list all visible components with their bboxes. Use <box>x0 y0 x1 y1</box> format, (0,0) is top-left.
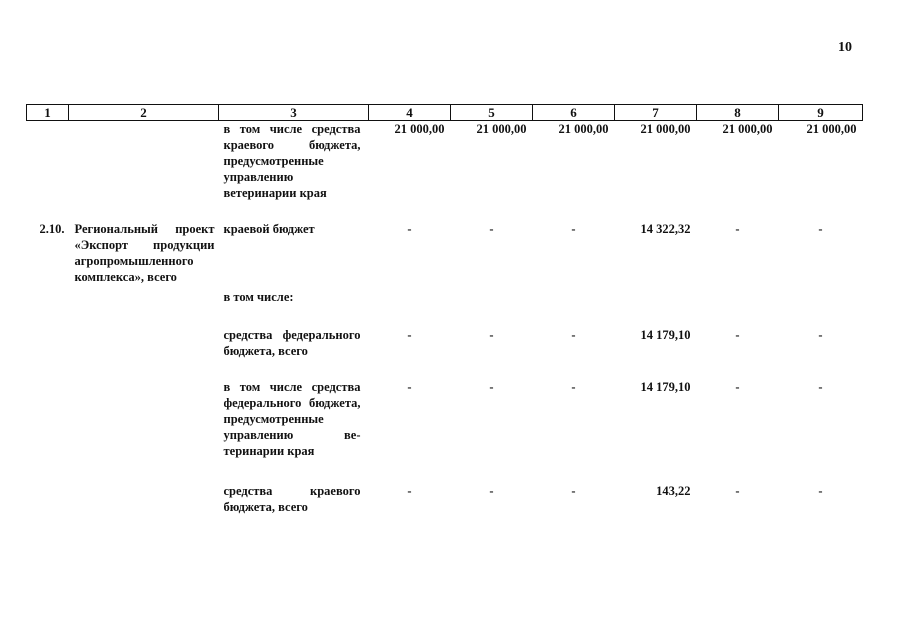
header-cell: 2 <box>69 105 219 121</box>
row-number <box>27 121 69 221</box>
value-col8: 21 000,00 <box>722 122 773 136</box>
value-col6: - <box>571 221 576 236</box>
row-description: средства федерального бюджета, всего <box>223 327 361 358</box>
row-name <box>69 289 219 327</box>
value-col7: 143,22 <box>656 483 691 498</box>
value-col5: - <box>489 483 494 498</box>
value-col4: - <box>407 379 412 394</box>
value-col6: - <box>571 379 576 394</box>
value-col6: - <box>571 483 576 498</box>
header-cell: 8 <box>697 105 779 121</box>
value-col9: 21 000,00 <box>806 122 857 136</box>
row-number <box>27 327 69 379</box>
header-row <box>27 105 863 121</box>
value-col4: - <box>407 483 412 498</box>
value-col8: - <box>735 221 740 236</box>
row-name <box>69 121 219 221</box>
row-number <box>27 483 69 523</box>
row-name: Региональный проект «Экспорт продукции агропромышленного комплекса», всего <box>74 221 215 284</box>
table-row <box>27 121 863 221</box>
value-col9: - <box>818 221 823 236</box>
row-description: в том числе средства федерального бюджета, предусмотренные управлению ветеринарии края <box>223 379 361 458</box>
value-col7: 21 000,00 <box>640 122 691 136</box>
value-col7: 14 322,32 <box>640 221 691 236</box>
value-col7 <box>615 289 697 327</box>
value-col4: - <box>407 221 412 236</box>
header-cell: 3 <box>219 105 369 121</box>
row-name <box>69 327 219 379</box>
header-cell: 7 <box>615 105 697 121</box>
row-description: в том числе средства краевого бюджета, предусмотренные управлению ветеринарии края <box>223 122 361 200</box>
page-number: 10 <box>838 40 852 55</box>
table-row <box>27 221 863 289</box>
value-col9: - <box>818 379 823 394</box>
value-col8: - <box>735 483 740 498</box>
row-name <box>69 379 219 483</box>
value-col6 <box>533 289 615 327</box>
table-row <box>27 327 863 379</box>
value-col9 <box>779 289 863 327</box>
table-row <box>27 289 863 327</box>
value-col4: 21 000,00 <box>394 122 445 136</box>
value-col7: 14 179,10 <box>640 327 691 342</box>
row-number <box>27 379 69 483</box>
row-description: в том числе: <box>223 289 294 304</box>
budget-table <box>26 104 863 523</box>
value-col9: - <box>818 483 823 498</box>
value-col6: - <box>571 327 576 342</box>
table-row <box>27 483 863 523</box>
header-cell: 9 <box>779 105 863 121</box>
row-description: средства краевого бюджета, всего <box>223 483 361 514</box>
value-col5: - <box>489 379 494 394</box>
header-cell: 5 <box>451 105 533 121</box>
header-cell: 1 <box>27 105 69 121</box>
value-col7: 14 179,10 <box>640 379 691 394</box>
value-col5: 21 000,00 <box>476 122 527 136</box>
value-col4: - <box>407 327 412 342</box>
value-col4 <box>369 289 451 327</box>
row-description: краевой бюджет <box>223 221 315 236</box>
row-number <box>27 289 69 327</box>
row-name <box>69 483 219 523</box>
table-row <box>27 379 863 483</box>
row-number: 2.10. <box>39 221 65 236</box>
value-col8 <box>697 289 779 327</box>
value-col6: 21 000,00 <box>558 122 609 136</box>
value-col8: - <box>735 327 740 342</box>
value-col5: - <box>489 327 494 342</box>
value-col9: - <box>818 327 823 342</box>
header-cell: 4 <box>369 105 451 121</box>
value-col8: - <box>735 379 740 394</box>
value-col5 <box>451 289 533 327</box>
header-cell: 6 <box>533 105 615 121</box>
value-col5: - <box>489 221 494 236</box>
